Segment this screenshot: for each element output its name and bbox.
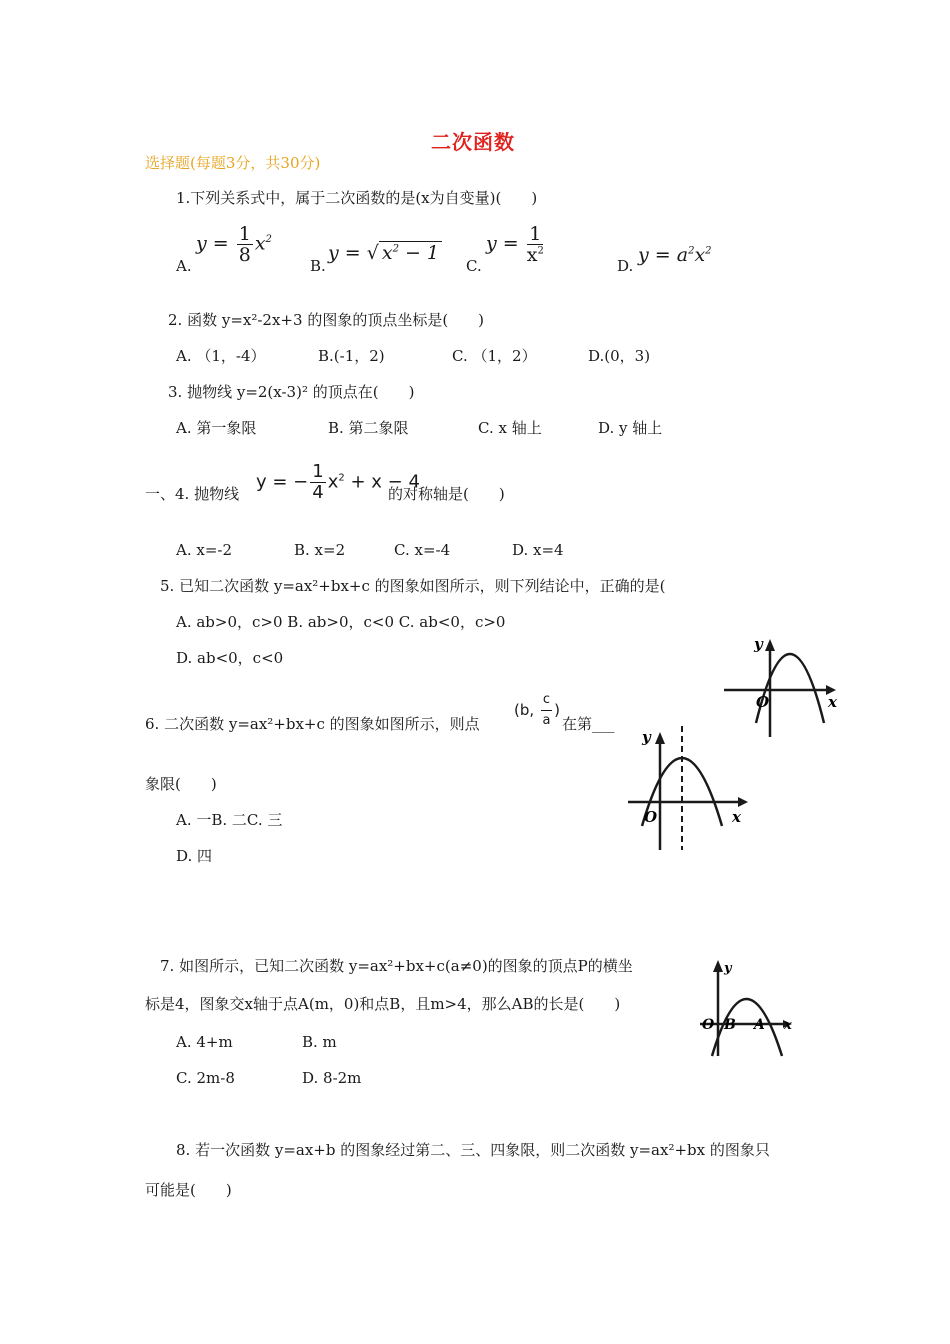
q7-option-b: B. m (302, 1033, 337, 1051)
q6-stem: 6. 二次函数 y=ax²+bx+c 的图象如图所示，则点 (145, 715, 480, 733)
q1-stem: 1.下列关系式中，属于二次函数的是(x为自变量)( ) (176, 189, 538, 207)
q6-suffix: 在第___ (562, 715, 615, 733)
q7-line2: 标是4，图象交x轴于点A(m，0)和点B，且m>4，那么AB的长是( ) (145, 995, 621, 1013)
q1-label-d: D. (617, 257, 634, 275)
q1-formula-b: y = √ $x^2 - 1$ (328, 242, 442, 264)
q2-stem: 2. 函数 y=x²-2x+3 的图象的顶点坐标是( ) (168, 311, 485, 329)
q3-stem: 3. 抛物线 y=2(x-3)² 的顶点在( ) (168, 383, 415, 401)
q1-label-c: C. (466, 257, 482, 275)
q2-option-b: B.(-1，2) (318, 347, 385, 365)
q6-options-line1: A. 一B. 二C. 三 (176, 811, 283, 829)
q5-options-line1: A. ab>0，c>0 B. ab>0，c<0 C. ab<0，c>0 (176, 613, 506, 631)
q7-x-label: x (784, 1018, 792, 1033)
q3-option-a: A. 第一象限 (176, 419, 257, 437)
q3-option-d: D. y 轴上 (598, 419, 663, 437)
q4-formula: y = − $\frac{1}{4}$ $x^2 + x - 4$ (256, 461, 420, 503)
q7-parabola-graph (698, 952, 802, 1058)
q4-option-d: D. x=4 (512, 541, 564, 559)
q6-origin-label: O (644, 808, 658, 826)
q7-stem: 7. 如图所示，已知二次函数 y=ax²+bx+c(a≠0)的图象的顶点P的横坐 (160, 957, 633, 975)
q1-label-a: A. (176, 257, 192, 275)
q7-y-label: y (724, 961, 732, 976)
q2-option-d: D.(0，3) (588, 347, 651, 365)
q1-label-b: B. (310, 257, 326, 275)
q6-line2: 象限( ) (145, 775, 217, 793)
q5-stem: 5. 已知二次函数 y=ax²+bx+c 的图象如图所示，则下列结论中，正确的是( (160, 577, 666, 595)
q8-stem: 8. 若一次函数 y=ax+b 的图象经过第二、三、四象限，则二次函数 y=ax²+bx 的图象只 (176, 1141, 770, 1159)
q4-prefix: 一、4. 抛物线 (145, 485, 240, 503)
q5-y-label: y (754, 635, 763, 653)
q7-b-label: B (724, 1017, 736, 1033)
q5-options-line2: D. ab<0，c<0 (176, 649, 284, 667)
q3-option-c: C. x 轴上 (478, 419, 542, 437)
q4-option-c: C. x=-4 (394, 541, 451, 559)
q7-a-label: A (754, 1017, 765, 1033)
q5-origin-label: O (756, 693, 770, 711)
q2-option-a: A. （1，-4） (176, 347, 266, 365)
q1-formula-a: y = $\frac{1}{8}$ $x^2$ (196, 223, 272, 266)
q6-y-label: y (642, 728, 651, 746)
page-title: 二次函数 (431, 130, 515, 154)
section-heading: 选择题(每题3分，共30分) (145, 154, 321, 172)
q6-x-label: x (732, 808, 741, 826)
q6-point: (b, $\frac{c}{a}$ ) (514, 692, 560, 728)
q7-option-d: D. 8-2m (302, 1069, 362, 1087)
q6-options-line2: D. 四 (176, 847, 213, 865)
q4-option-b: B. x=2 (294, 541, 346, 559)
q8-line2: 可能是( ) (145, 1181, 232, 1199)
q5-x-label: x (828, 693, 837, 711)
q1-formula-d: $y = a^2x^2$ (638, 244, 712, 266)
q1-formula-c: y = $\frac{1}{x^2}$ (486, 223, 544, 266)
q7-origin-label: O (702, 1017, 715, 1033)
q2-option-c: C. （1，2） (452, 347, 537, 365)
q4-suffix: 的对称轴是( ) (388, 485, 505, 503)
q3-option-b: B. 第二象限 (328, 419, 409, 437)
q6-parabola-graph (626, 718, 756, 853)
q7-option-a: A. 4+m (176, 1033, 233, 1051)
q7-option-c: C. 2m-8 (176, 1069, 235, 1087)
q4-option-a: A. x=-2 (176, 541, 233, 559)
